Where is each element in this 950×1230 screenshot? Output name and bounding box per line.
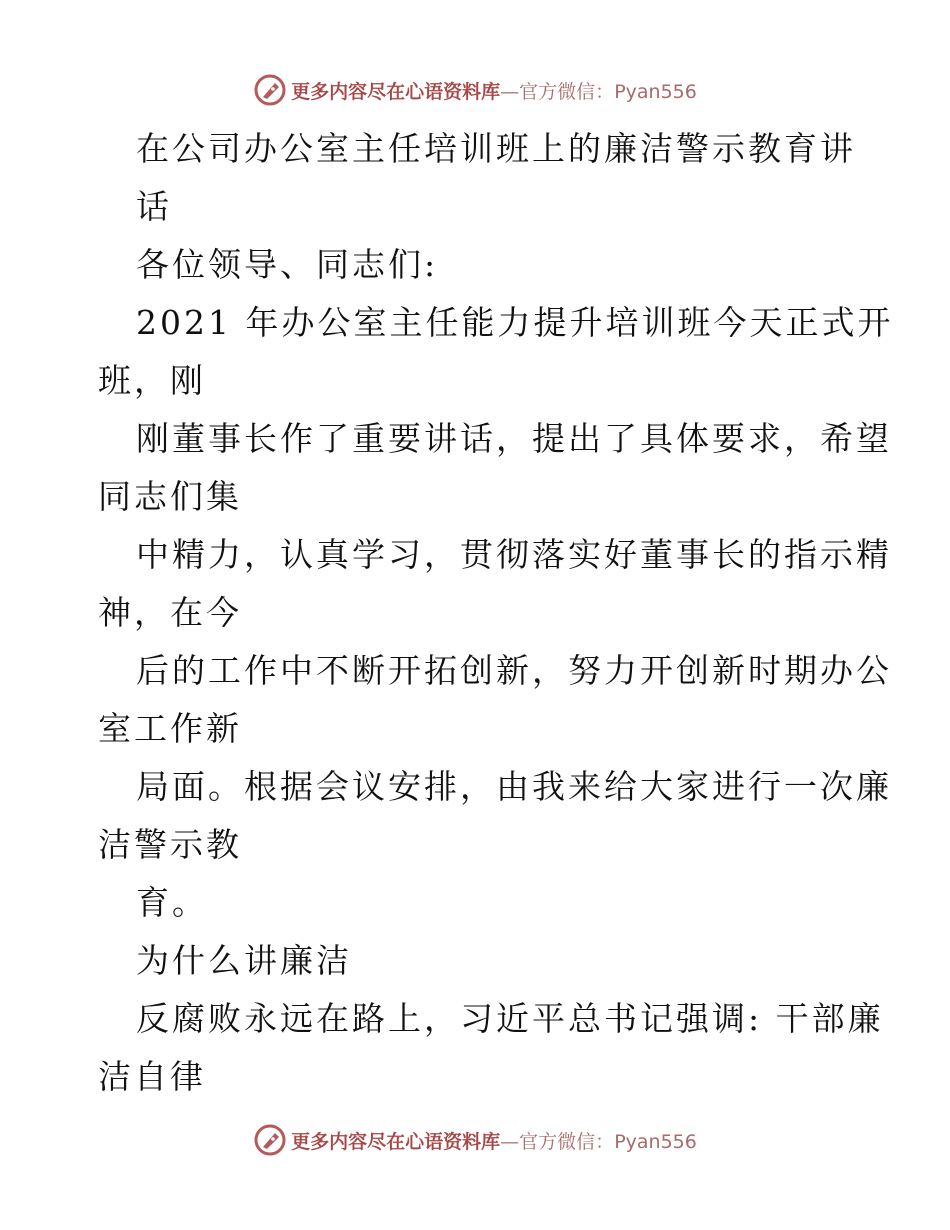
paragraph-line: 2021 年办公室主任能力提升培训班今天正式开 [136, 303, 894, 342]
paragraph-line: 洁自律 [98, 1057, 206, 1096]
header-banner-wechat-id: Pyan556 [614, 80, 697, 103]
salutation: 各位领导、同志们: [136, 245, 439, 284]
paragraph-line: 神，在今 [98, 593, 242, 632]
header-banner-wechat-label: 官方微信： [519, 80, 615, 103]
paragraph-line: 局面。根据会议安排，由我来给大家进行一次廉 [136, 767, 892, 806]
document-body [98, 126, 894, 1112]
paragraph-line: 刚董事长作了重要讲话，提出了具体要求，希望 [136, 419, 892, 458]
paragraph-line: 后的工作中不断开拓创新，努力开创新时期办公 [136, 651, 892, 690]
doc-title-line-2: 话 [136, 187, 172, 226]
footer-banner [0, 1120, 950, 1160]
paragraph-line: 育。 [136, 883, 208, 922]
pen-nib-logo-icon [253, 1123, 287, 1157]
doc-title-line-1: 在公司办公室主任培训班上的廉洁警示教育讲 [136, 129, 856, 168]
header-banner-main: 更多内容尽在心语资料库 [291, 80, 501, 103]
paragraph-line: 室工作新 [98, 709, 242, 748]
paragraph-line: 反腐败永远在路上，习近平总书记强调: 干部廉 [136, 999, 884, 1038]
section-heading: 为什么讲廉洁 [136, 941, 352, 980]
header-banner-text [291, 77, 697, 104]
paragraph-line: 班，刚 [98, 361, 206, 400]
paragraph-line: 中精力，认真学习，贯彻落实好董事长的指示精 [136, 535, 892, 574]
footer-banner-main: 更多内容尽在心语资料库 [291, 1130, 501, 1153]
footer-banner-wechat-label: 官方微信： [519, 1130, 615, 1153]
paragraph-line: 洁警示教 [98, 825, 242, 864]
footer-banner-text [291, 1127, 697, 1154]
footer-banner-dash: — [500, 1130, 520, 1153]
header-banner [0, 70, 950, 110]
pen-nib-logo-icon [253, 73, 287, 107]
header-banner-dash: — [500, 80, 520, 103]
paragraph-line: 同志们集 [98, 477, 242, 516]
footer-banner-wechat-id: Pyan556 [614, 1130, 697, 1153]
